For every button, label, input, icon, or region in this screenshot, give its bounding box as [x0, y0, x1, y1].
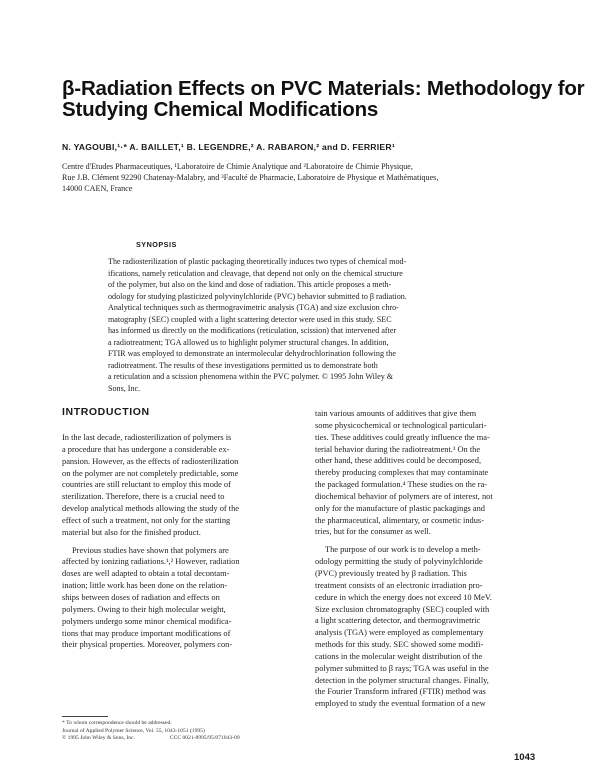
body-line: tries, but for the consumer as well.: [315, 527, 431, 537]
body-line: methods for this study. SEC showed some modifi-: [315, 640, 484, 650]
title-line-2: Studying Chemical Modifications: [62, 98, 379, 121]
synopsis-text: [108, 256, 538, 395]
footnote-line: * To whom correspondence should be addressed.: [62, 720, 172, 726]
body-line: their physical properties. Moreover, polymers con-: [62, 640, 233, 650]
footnote-divider: [62, 716, 108, 717]
body-line: tain various amounts of additives that give them: [315, 409, 477, 418]
body-line: effect of such a treatment, not only for the starting: [62, 515, 231, 525]
synopsis-line: has informed us directly on the modifications (reticulation, scission) that intervened after: [108, 326, 397, 336]
body-line: cedure in which the energy does not exceed 10 MeV.: [315, 592, 492, 602]
footnote-line: Journal of Applied Polymer Science, Vol. 55, 1043-1051 (1995): [62, 727, 205, 734]
body-line: doses are well adapted to obtain a total decontam-: [62, 569, 230, 579]
body-line: some physicochemical or technological particulari-: [315, 420, 487, 430]
body-line: In the last decade, radiosterilization of polymers is: [62, 433, 232, 442]
body-line: only for the manufacture of plastic packagings and: [315, 503, 485, 513]
body-line: Size exclusion chromatography (SEC) coupled with: [315, 604, 490, 614]
body-line: a light scattering detector, and thermogravimetric: [315, 616, 481, 626]
body-line: ties. These additives could greatly influence the ma-: [315, 432, 490, 442]
body-line: cations in the molecular weight distribution of the: [315, 651, 483, 661]
synopsis-line: radiotreatment. The results of these investigations permitted us to demonstrate both: [108, 360, 378, 370]
synopsis-line: Sons, Inc.: [108, 384, 141, 394]
synopsis-line: The radiosterilization of plastic packaging theoretically induces two types of chemical mod-: [108, 257, 407, 266]
body-line: detection in the polymer structural changes. Finally,: [315, 675, 489, 685]
body-line: the Fourier Transform infrared (FTIR) method was: [315, 687, 486, 697]
synopsis-line: ifications, namely reticulation and cleavage, that depend not only on the chemical structure: [108, 268, 403, 278]
introduction-heading: INTRODUCTION: [62, 406, 150, 418]
body-line: the packaged formulation.⁴ These studies on the ra-: [315, 480, 488, 490]
left-column: [62, 432, 302, 651]
body-line: terial behavior during the radiotreatment.³ On the: [315, 444, 481, 454]
body-line: thereby producing complexes that may contaminate: [315, 468, 489, 478]
footnote-line: © 1995 John Wiley & Sons, Inc. CCC 0021-8995/95/071043-09: [62, 735, 240, 742]
page-number: 1043: [514, 752, 536, 763]
body-line: polymer submitted to β rays; TGA was useful in the: [315, 663, 489, 673]
body-line: a procedure that has undergone a considerable ex-: [62, 444, 230, 454]
synopsis-line: a radiotreatment; TGA allowed us to highlight polymer structural changes. In addition,: [108, 337, 389, 347]
body-line: employed to study the eventual formation of a new: [315, 699, 486, 709]
body-line: odology permitting the study of polyvinylchloride: [315, 557, 483, 567]
synopsis-line: of the polymer, but also on the kind and dose of radiation. This article proposes a meth-: [108, 280, 392, 290]
body-line: material but also for the finished product.: [62, 527, 201, 537]
synopsis-line: matography (SEC) coupled with a light scattering detector were used in this study. SEC: [108, 314, 392, 324]
body-line: pansion. However, as the effects of radiosterilization: [62, 456, 239, 466]
body-line: affected by ionizing radiations.¹,² However, radiation: [62, 557, 240, 567]
body-line: Previous studies have shown that polymers are: [72, 545, 229, 555]
synopsis-line: odology for studying plasticized polyvinylchloride (PVC) behavior submitted to β radiation.: [108, 291, 407, 301]
body-line: polymers. Owing to their high molecular weight,: [62, 604, 226, 614]
affiliation-block: [62, 161, 552, 195]
affiliation-line: Rue J.B. Clément 92290 Chatenay-Malabry, and ³Faculté de Pharmacie, Laboratoire de Physique et Mathématiques,: [62, 173, 439, 183]
body-line: the pharmaceutical, alimentary, or cosmetic indus-: [315, 515, 484, 525]
footnote-block: [62, 720, 312, 743]
body-line: tions that may produce important modifications of: [62, 628, 231, 638]
affiliation-line: Centre d'Etudes Pharmaceutiques, ¹Laboratoire de Chimie Analytique and ²Laboratoire de Chimie Physique,: [62, 162, 413, 171]
synopsis-heading: SYNOPSIS: [136, 240, 177, 249]
body-line: (PVC) previously treated by β radiation. This: [315, 568, 467, 578]
synopsis-line: a reticulation and a scission phenomena within the PVC polymer. © 1995 John Wiley &: [108, 372, 394, 382]
article-title: [62, 77, 585, 121]
body-line: The purpose of our work is to develop a meth-: [325, 545, 481, 555]
body-line: other hand, these additives could be decomposed,: [315, 456, 482, 466]
right-column: [315, 408, 551, 710]
body-line: analysis (TGA) were employed as complementary: [315, 628, 484, 638]
body-line: develop analytical methods allowing the study of the: [62, 504, 239, 514]
body-line: sterilization. Therefore, there is a crucial need to: [62, 492, 225, 502]
body-line: countries are still reluctant to employ this mode of: [62, 480, 231, 490]
body-line: diochemical behavior of polymers are of interest, not: [315, 491, 493, 501]
body-line: ination; little work has been done on the relation-: [62, 581, 228, 591]
affiliation-line: 14000 CAEN, France: [62, 184, 133, 194]
synopsis-line: Analytical techniques such as thermogravimetric analysis (TGA) and size exclusion chro-: [108, 303, 399, 313]
body-line: treatment consists of an electronic irradiation pro-: [315, 580, 483, 590]
body-line: polymers undergo some minor chemical modifica-: [62, 616, 232, 626]
body-line: ships between doses of radiation and effects on: [62, 592, 220, 602]
body-line: on the polymer are not completely predictable, some: [62, 468, 239, 478]
title-line-1: β-Radiation Effects on PVC Materials: Methodology for: [62, 77, 585, 100]
author-list: N. YAGOUBI,¹·* A. BAILLET,¹ B. LEGENDRE,² A. RABARON,² and D. FERRIER¹: [62, 142, 395, 152]
synopsis-line: FTIR was employed to demonstrate an intermolecular dehydrochlorination following the: [108, 349, 396, 359]
